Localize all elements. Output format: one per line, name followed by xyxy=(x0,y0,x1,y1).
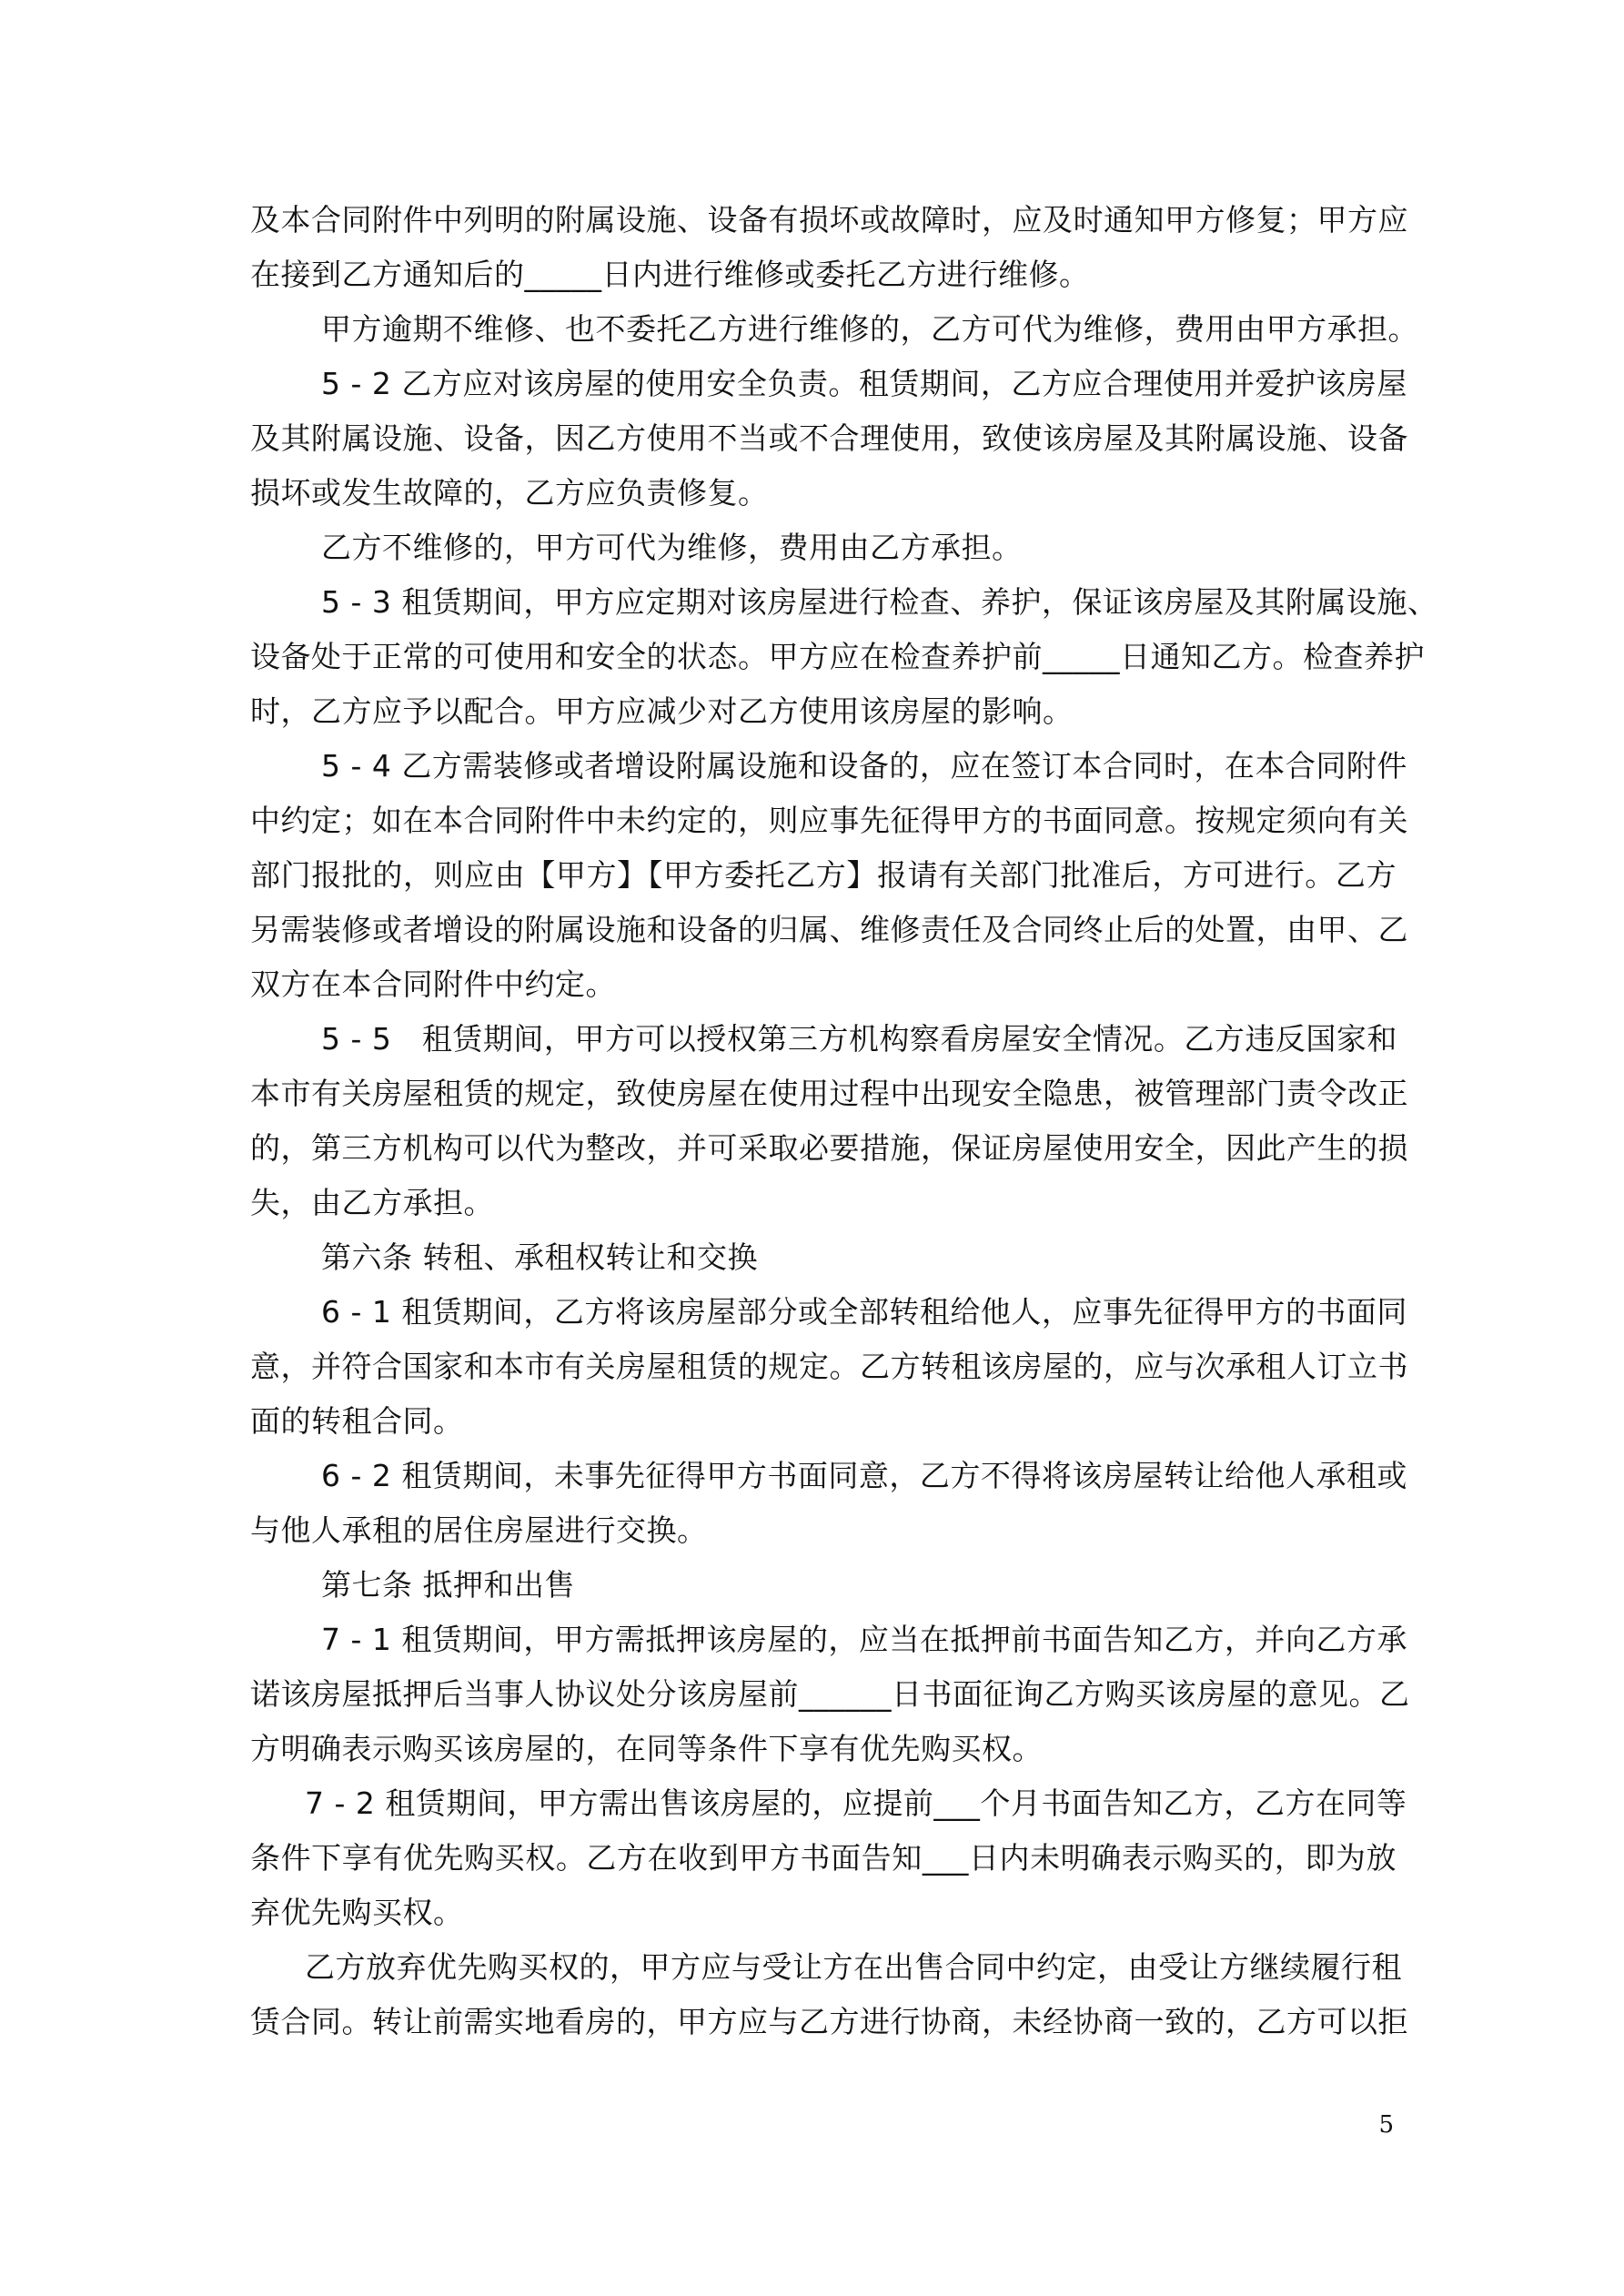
text-line: 7 - 1 租赁期间，甲方需抵押该房屋的，应当在抵押前书面告知乙方，并向乙方承 xyxy=(321,1622,1407,1657)
contract-body-text xyxy=(250,193,1438,2049)
text-line: 方明确表示购买该房屋的，在同等条件下享有优先购买权。 xyxy=(250,1731,1043,1766)
text-line: 中约定；如在本合同附件中未约定的，则应事先征得甲方的书面同意。按规定须向有关 xyxy=(250,803,1408,838)
text-line: 7 - 2 租赁期间，甲方需出售该房屋的，应提前___个月书面告知乙方，乙方在同等 xyxy=(305,1785,1407,1821)
text-line: 6 - 2 租赁期间，未事先征得甲方书面同意，乙方不得将该房屋转让给他人承租或 xyxy=(321,1458,1407,1493)
text-line: 5 - 3 租赁期间，甲方应定期对该房屋进行检查、养护，保证该房屋及其附属设施、 xyxy=(321,584,1438,620)
text-line: 乙方放弃优先购买权的，甲方应与受让方在出售合同中约定，由受让方继续履行租 xyxy=(305,1949,1402,1985)
text-line: 与他人承租的居住房屋进行交换。 xyxy=(250,1512,708,1548)
text-line: 甲方逾期不维修、也不委托乙方进行维修的，乙方可代为维修，费用由甲方承担。 xyxy=(321,311,1418,347)
text-line: 意，并符合国家和本市有关房屋租赁的规定。乙方转租该房屋的，应与次承租人订立书 xyxy=(250,1349,1408,1384)
text-line: 在接到乙方通知后的_____日内进行维修或委托乙方进行维修。 xyxy=(250,257,1090,292)
text-line: 部门报批的，则应由【甲方】【甲方委托乙方】报请有关部门批准后，方可进行。乙方 xyxy=(250,857,1397,893)
text-line: 双方在本合同附件中约定。 xyxy=(250,966,616,1002)
text-line: 乙方不维修的，甲方可代为维修，费用由乙方承担。 xyxy=(321,530,1023,565)
text-line: 时，乙方应予以配合。甲方应减少对乙方使用该房屋的影响。 xyxy=(250,693,1074,729)
text-line: 5 - 5 租赁期间，甲方可以授权第三方机构察看房屋安全情况。乙方违反国家和 xyxy=(321,1021,1397,1057)
text-line: 第七条 抵押和出售 xyxy=(321,1567,575,1603)
text-line: 另需装修或者增设的附属设施和设备的归属、维修责任及合同终止后的处置，由甲、乙 xyxy=(250,912,1408,947)
text-line: 弃优先购买权。 xyxy=(250,1895,464,1930)
text-line: 赁合同。转让前需实地看房的，甲方应与乙方进行协商，未经协商一致的，乙方可以拒 xyxy=(250,2004,1408,2039)
text-line: 第六条 转租、承租权转让和交换 xyxy=(321,1239,758,1275)
text-line: 设备处于正常的可使用和安全的状态。甲方应在检查养护前_____日通知乙方。检查养护 xyxy=(250,639,1425,674)
text-line: 诺该房屋抵押后当事人协议处分该房屋前______日书面征询乙方购买该房屋的意见。乙 xyxy=(250,1676,1410,1712)
text-line: 条件下享有优先购买权。乙方在收到甲方书面告知___日内未明确表示购买的，即为放 xyxy=(250,1840,1397,1876)
text-line: 的，第三方机构可以代为整改，并可采取必要措施，保证房屋使用安全，因此产生的损 xyxy=(250,1130,1408,1166)
text-line: 5 - 4 乙方需装修或者增设附属设施和设备的，应在签订本合同时，在本合同附件 xyxy=(321,748,1407,784)
text-line: 失，由乙方承担。 xyxy=(250,1185,494,1220)
text-line: 本市有关房屋租赁的规定，致使房屋在使用过程中出现安全隐患，被管理部门责令改正 xyxy=(250,1076,1408,1111)
text-line: 及其附属设施、设备，因乙方使用不当或不合理使用，致使该房屋及其附属设施、设备 xyxy=(250,420,1408,456)
text-line: 损坏或发生故障的，乙方应负责修复。 xyxy=(250,475,769,511)
page-number: 5 xyxy=(1378,2111,1394,2139)
text-line: 及本合同附件中列明的附属设施、设备有损坏或故障时，应及时通知甲方修复；甲方应 xyxy=(250,202,1408,238)
text-line: 6 - 1 租赁期间，乙方将该房屋部分或全部转租给他人，应事先征得甲方的书面同 xyxy=(321,1294,1407,1330)
text-line: 面的转租合同。 xyxy=(250,1403,464,1439)
text-line: 5 - 2 乙方应对该房屋的使用安全负责。租赁期间，乙方应合理使用并爱护该房屋 xyxy=(321,366,1407,401)
